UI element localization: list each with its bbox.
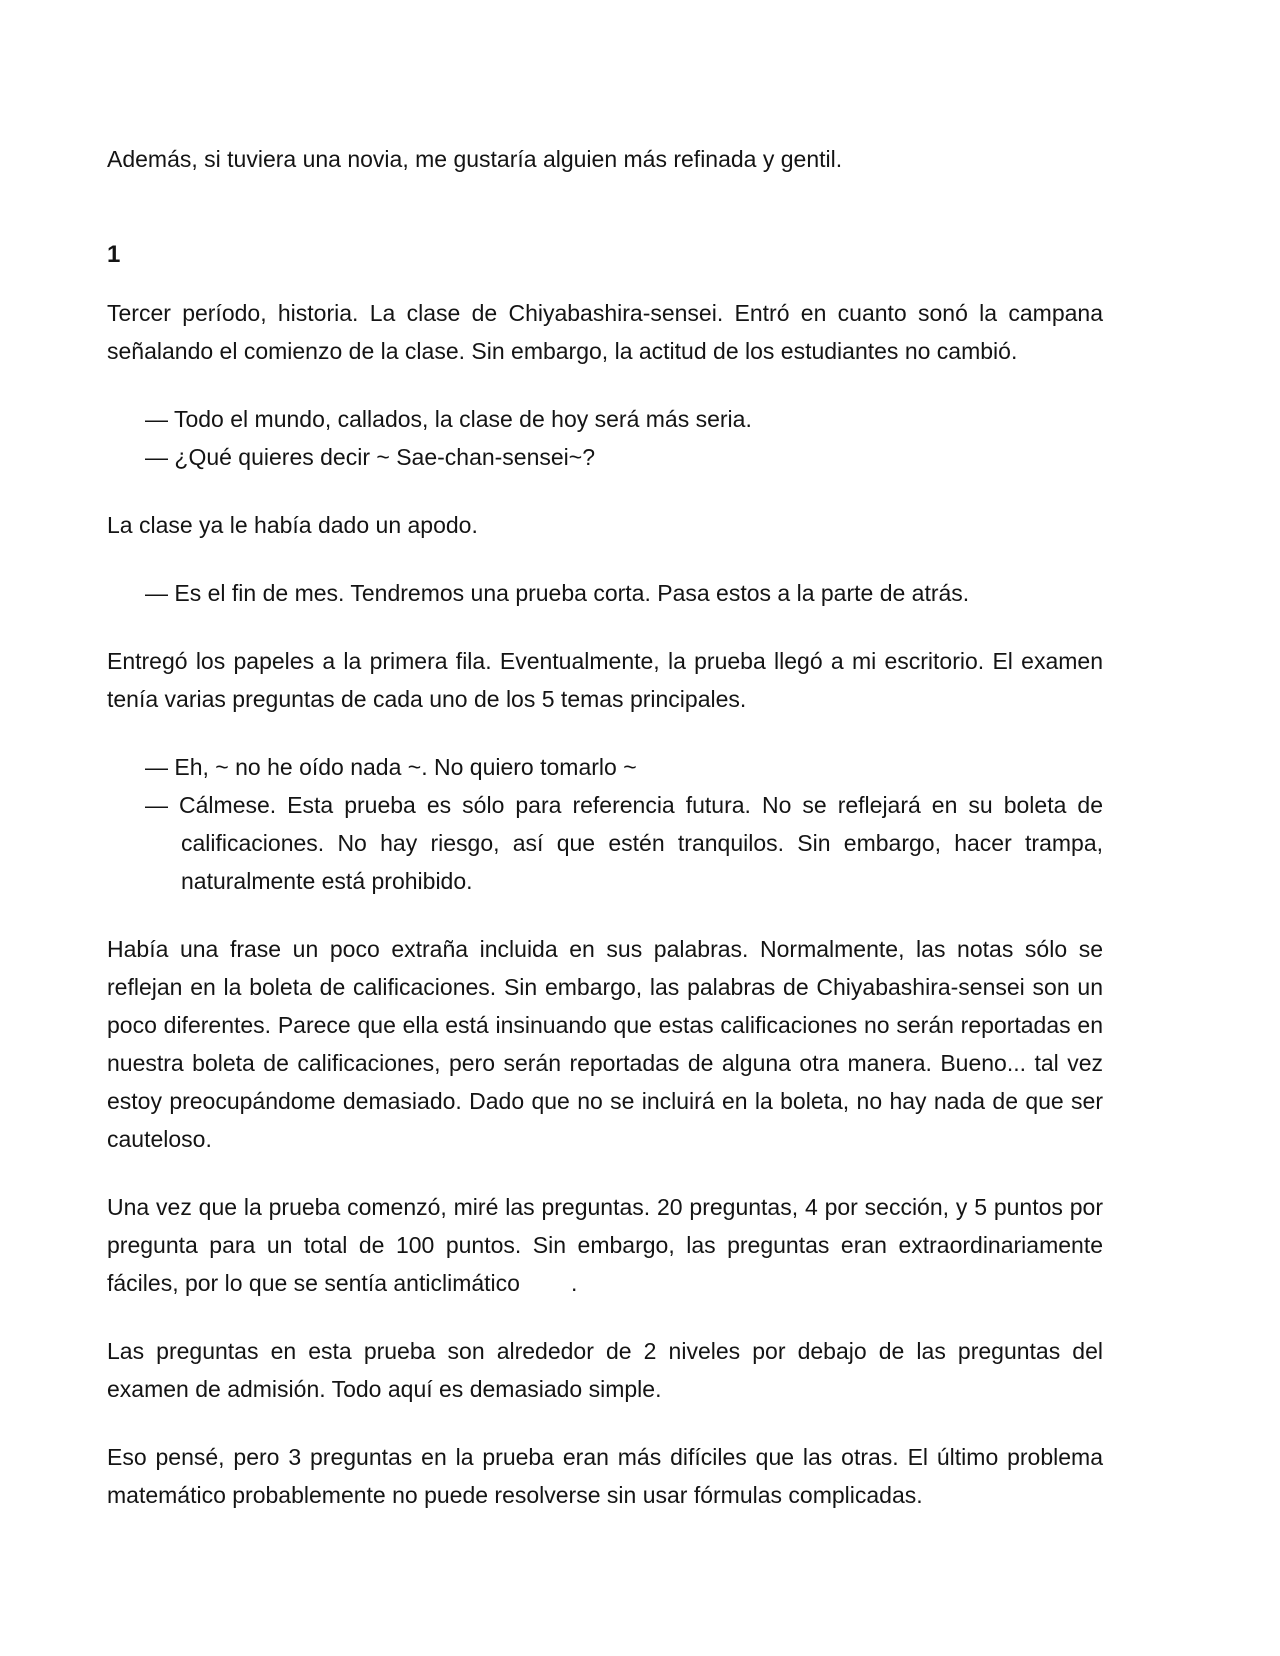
paragraph: Había una frase un poco extraña incluida en sus palabras. Normalmente, las notas sólo se reflejan en la boleta de calificaciones. Sin embargo, las palabras de Chiyabashira-sensei son un poco diferentes. Parece que ella está insinuando que estas calificaciones no serán reportadas en nuestra boleta de calificaciones, pero serán reportadas de alguna otra manera. Bueno... tal vez estoy preocupándome demasiado. Dado que no se incluirá en la boleta, no hay nada de que ser cauteloso. [107,936,1103,1152]
paragraph: Las preguntas en esta prueba son alrededor de 2 niveles por debajo de las preguntas del examen de admisión. Todo aquí es demasiado simple. [107,1338,1103,1402]
dialogue-line: — Eh, ~ no he oído nada ~. No quiero tomarlo ~ [145,754,637,780]
dialogue-group [107,400,1103,476]
dialogue-line: — ¿Qué quieres decir ~ Sae-chan-sensei~? [145,444,596,470]
paragraph: La clase ya le había dado un apodo. [107,512,478,538]
dialogue-group [107,748,1103,900]
dialogue-group [107,574,1103,612]
document-content [107,140,1103,1514]
paragraph: Una vez que la prueba comenzó, miré las preguntas. 20 preguntas, 4 por sección, y 5 puntos por pregunta para un total de 100 puntos. Sin embargo, las preguntas eran extraordinariamente fáciles, por lo que se sentía anticlimático . [107,1194,1103,1296]
dialogue-line: — Es el fin de mes. Tendremos una prueba corta. Pasa estos a la parte de atrás. [145,580,970,606]
paragraph: Entregó los papeles a la primera fila. Eventualmente, la prueba llegó a mi escritorio. El examen tenía varias preguntas de cada uno de los 5 temas principales. [107,648,1103,712]
dialogue-line: — Todo el mundo, callados, la clase de hoy será más seria. [145,406,752,432]
paragraph: Además, si tuviera una novia, me gustaría alguien más refinada y gentil. [107,146,843,172]
paragraph: Eso pensé, pero 3 preguntas en la prueba eran más difíciles que las otras. El último problema matemático probablemente no puede resolverse sin usar fórmulas complicadas. [107,1444,1103,1508]
section-number: 1 [107,241,121,268]
paragraph: Tercer período, historia. La clase de Chiyabashira-sensei. Entró en cuanto sonó la campana señalando el comienzo de la clase. Sin embargo, la actitud de los estudiantes no cambió. [107,300,1103,364]
dialogue-line: — Cálmese. Esta prueba es sólo para referencia futura. No se reflejará en su boleta de calificaciones. No hay riesgo, así que estén tranquilos. Sin embargo, hacer trampa, naturalmente está prohibido. [145,792,1103,894]
